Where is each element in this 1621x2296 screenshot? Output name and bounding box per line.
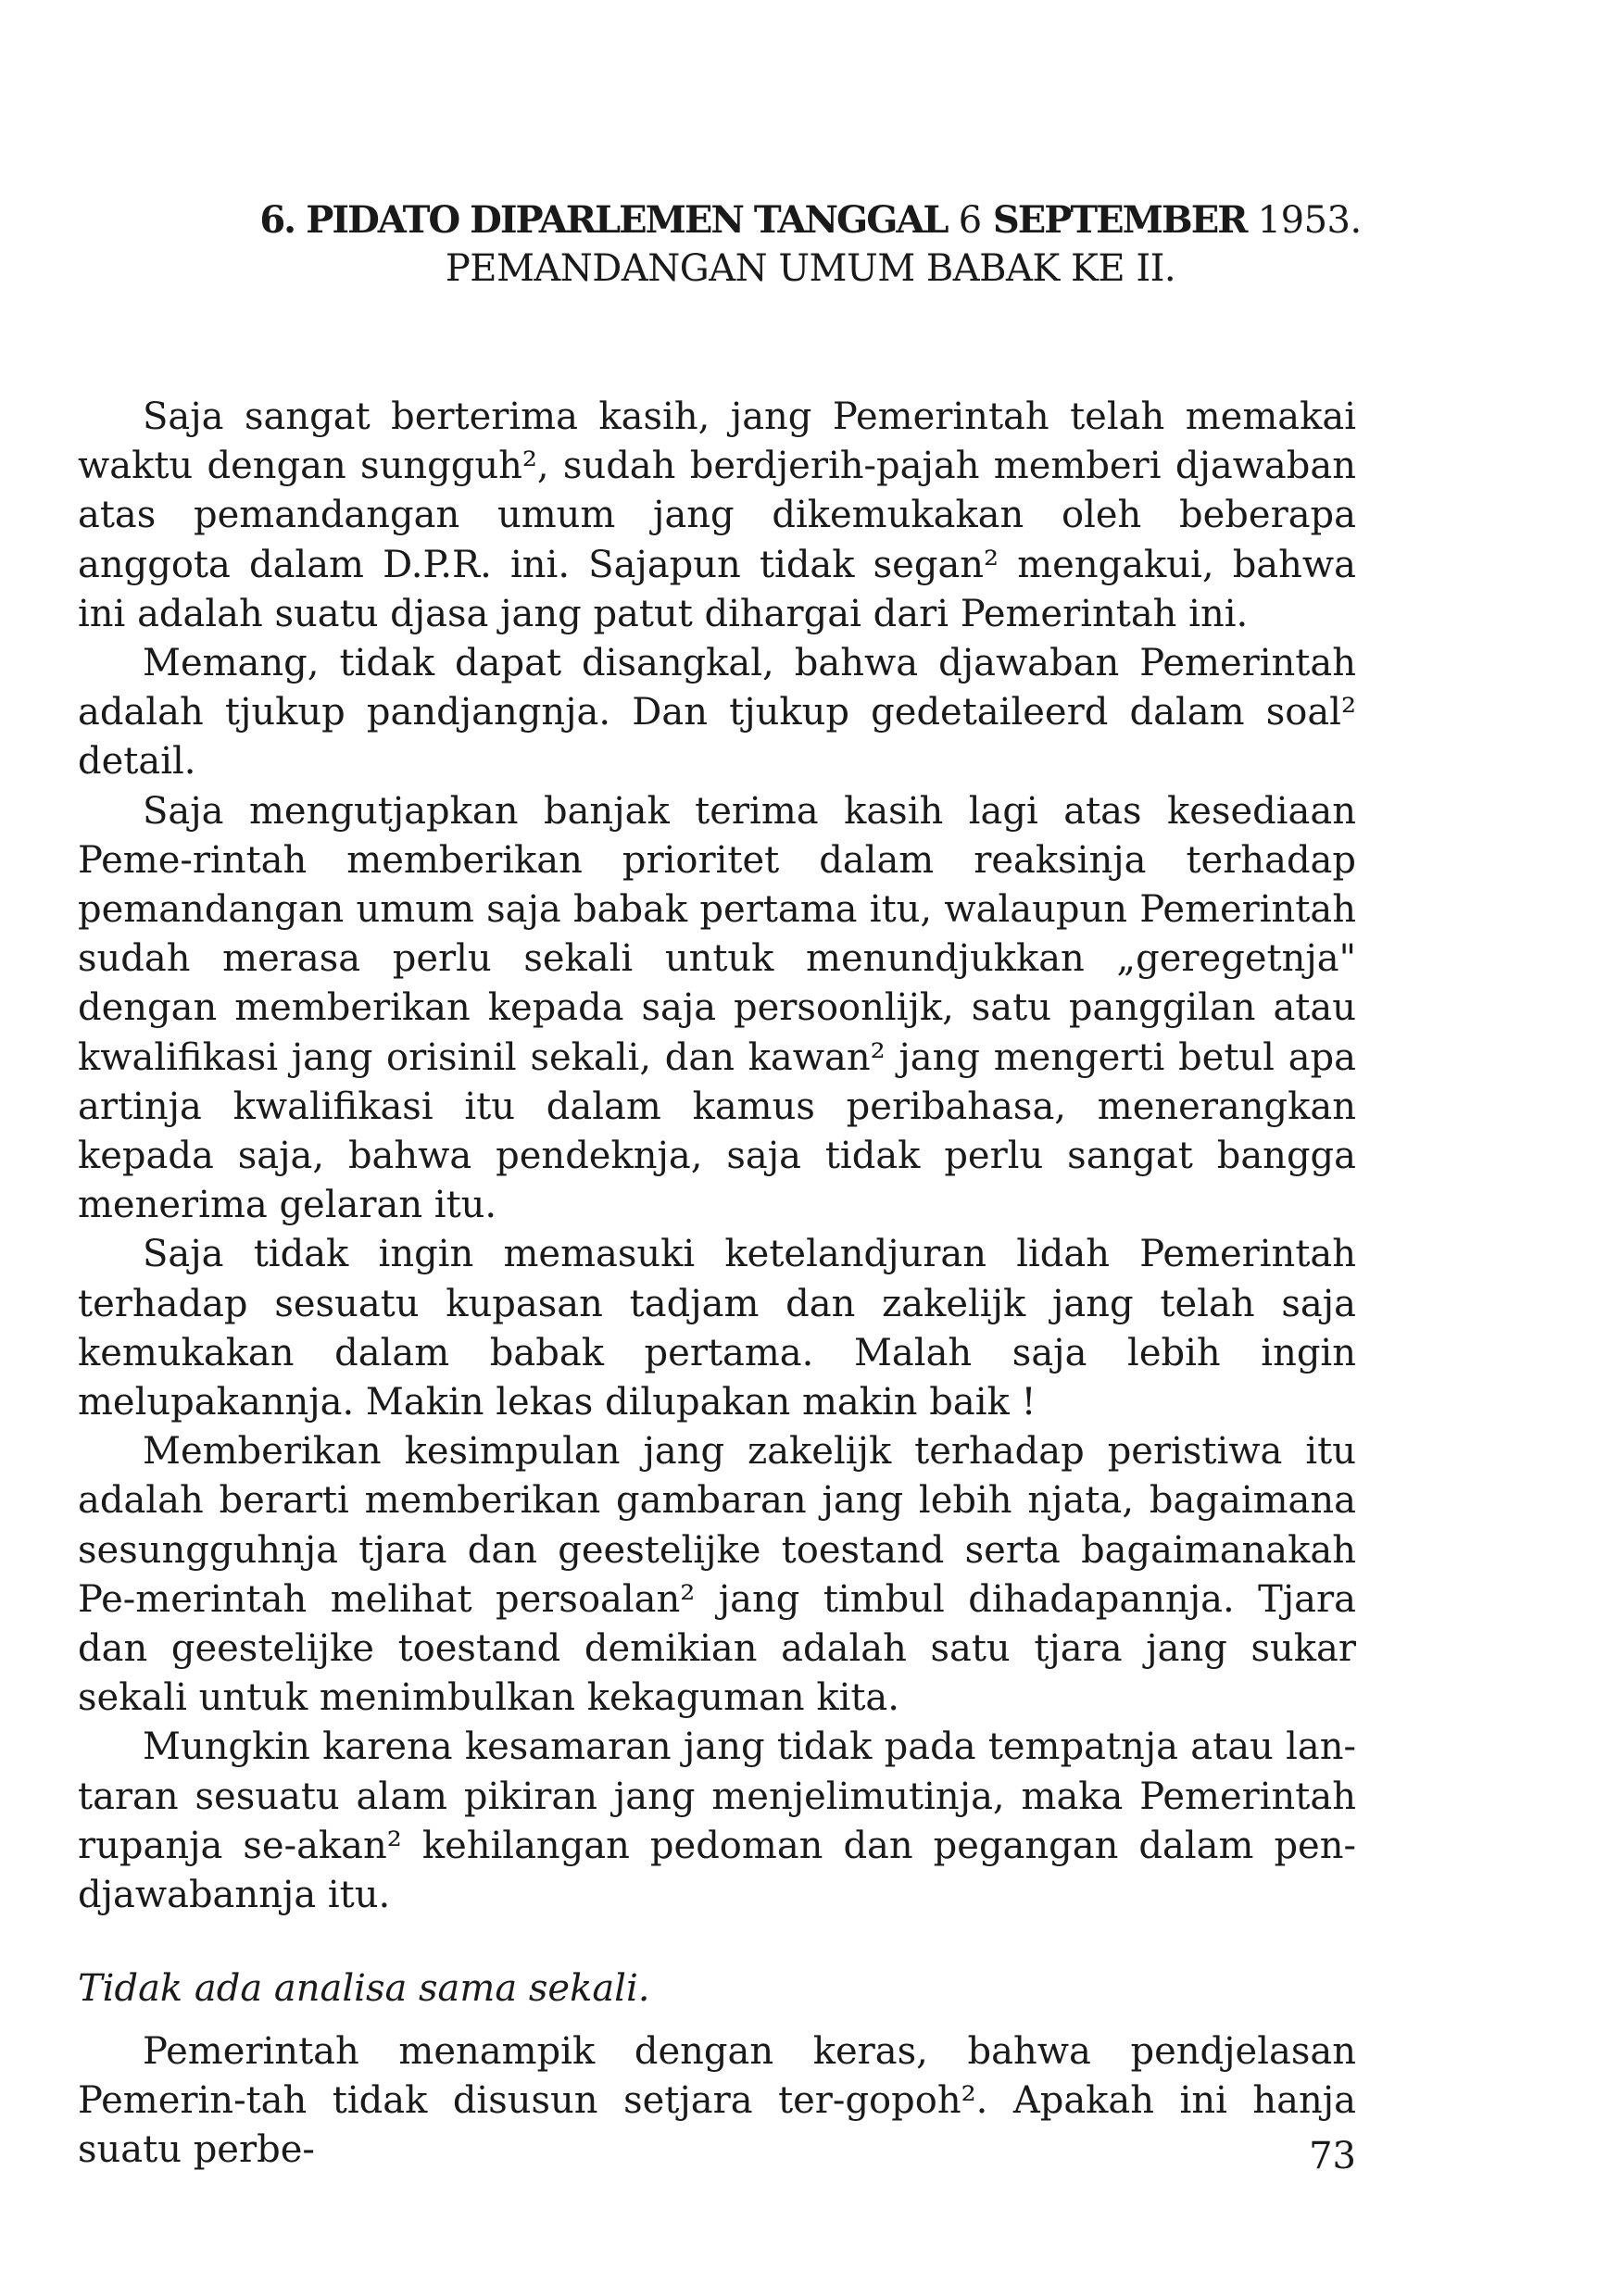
paragraph: Memang, tidak dapat disangkal, bahwa djawaban Pemerintah adalah tjukup pandjangnja. Dan tjukup gedetaileerd dalam soal² detail. <box>78 642 1356 784</box>
paragraph: Memberikan kesimpulan jang zakelijk terhadap peristiwa itu adalah berarti memberikan gambaran jang lebih njata, bagaimana sesungguhnja tjara dan geestelijke toestand serta bagaimanakah Pe-merintah melihat persoalan² jang timbul dihadapannja. Tjara dan geestelijke toestand demikian adalah satu tjara jang sukar sekali untuk menimbulkan kekaguman kita. <box>78 1430 1356 1720</box>
page-number: 73 <box>1309 2135 1356 2177</box>
title-month: SEPTEMBER <box>992 198 1247 242</box>
section-subtitle: PEMANDANGAN UMUM BABAK KE II. <box>445 247 1176 290</box>
title-day: 6 <box>958 199 982 242</box>
paragraph: Saja sangat berterima kasih, jang Pemerintah telah memakai waktu dengan sungguh², sudah berdjerih-pajah memberi djawaban atas pemandangan umum jang dikemukakan oleh beberapa anggota dalam D.P.R. ini. Sajapun tidak segan² mengakui, bahwa ini adalah suatu djasa jang patut dihargai dari Pemerintah ini. <box>78 395 1356 635</box>
italic-subheading: Tidak ada analisa sama sekali. <box>78 1967 650 2011</box>
title-year: 1953. <box>1257 199 1362 242</box>
section-number: 6. <box>259 198 295 242</box>
paragraph: Saja tidak ingin memasuki ketelandjuran lidah Pemerintah terhadap sesuatu kupasan tadjam dan zakelijk jang telah saja kemukakan dalam babak pertama. Malah saja lebih ingin melupakannja. Makin lekas dilupakan makin baik ! <box>78 1233 1356 1424</box>
title-part-1: PIDATO DIPARLEMEN TANGGAL <box>306 198 948 242</box>
paragraph: Saja mengutjapkan banjak terima kasih lagi atas kesediaan Peme-rintah memberikan prioritet dalam reaksinja terhadap pemandangan umum saja babak pertama itu, walaupun Pemerintah sudah merasa perlu sekali untuk menundjukkan „geregetnja" dengan memberikan kepada saja persoonlijk, satu panggilan atau kwalifikasi jang orisinil sekali, dan kawan² jang mengerti betul apa artinja kwalifikasi itu dalam kamus peribahasa, menerangkan kepada saja, bahwa pendeknja, saja tidak perlu sangat bangga menerima gelaran itu. <box>78 789 1356 1227</box>
paragraph: Mungkin karena kesamaran jang tidak pada tempatnja atau lan-taran sesuatu alam pikiran jang menjelimutinja, maka Pemerintah rupanja se-akan² kehilangan pedoman dan pegangan dalam pen-djawabannja itu. <box>78 1725 1356 1917</box>
body-text <box>78 393 1356 2175</box>
paragraph: Pemerintah menampik dengan keras, bahwa pendjelasan Pemerin-tah tidak disusun setjara ter-gopoh². Apakah ini hanja suatu perbe- <box>78 2029 1356 2171</box>
section-title <box>0 196 1621 245</box>
